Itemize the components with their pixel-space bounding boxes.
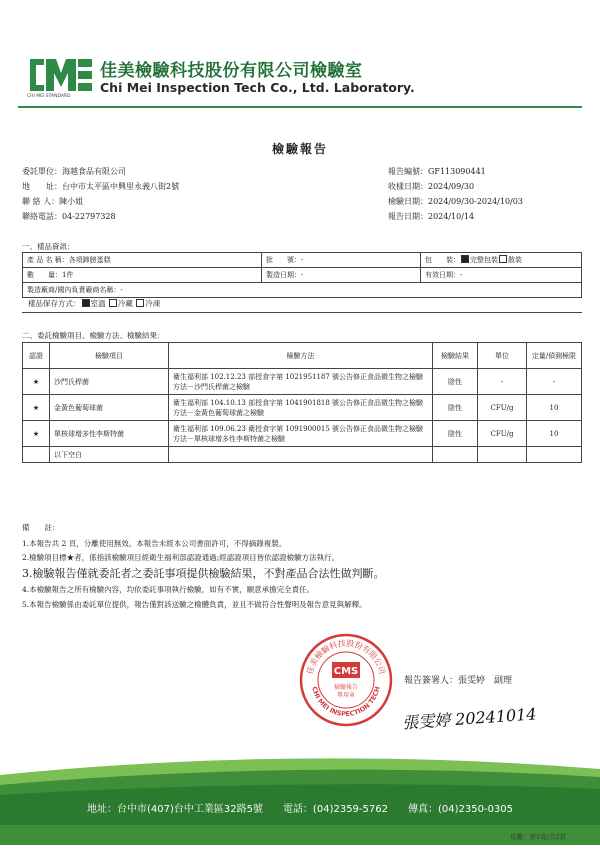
batch-cell: 批 號：- [262,253,421,268]
mfg-date-cell: 製造日期：- [262,268,421,283]
test-unit: CFU/g [478,421,527,447]
company-name-en: Chi Mei Inspection Tech Co., Ltd. Laboratory. [100,80,415,95]
packaging-cell: 包 裝： 完整包裝 散裝 [421,253,582,268]
note-4: 4.本檢驗報告之所有檢驗內容，均依委託事項執行檢驗，如有不實，願意承擔完全責任。 [22,585,315,594]
results-heading: 二、委託檢驗項目、檢驗方法、檢驗結果： [22,331,165,340]
cert-star-icon: ★ [23,369,50,395]
checkbox-empty-icon [136,299,144,307]
svg-text:佳美檢驗科技股份有限公司: 佳美檢驗科技股份有限公司 [305,638,387,676]
client-address: 地 址：台中市太平區中興里永義八街2號 [22,182,180,191]
results-header-row [23,343,582,369]
client-phone: 聯絡電話：04-22797328 [22,212,116,221]
signer-name: 張雯婷 [458,676,486,686]
test-item: 沙門氏桿菌 [50,369,169,395]
signer-title: 副理 [494,676,513,686]
company-logo-icon [30,55,92,95]
report-number: 報告編號：GF113090441 [388,167,486,176]
test-limit: - [527,369,582,395]
signer-line: 報告簽署人：張雯婷 副理 [404,676,513,686]
test-method [169,447,433,463]
footer-fax: 傳真：(04)2350-0305 [407,804,514,815]
svg-text:檢驗報告: 檢驗報告 [333,684,359,691]
table-row [23,421,582,447]
notes-label: 備 註： [22,523,60,532]
results-table [22,342,582,463]
note-1: 1.本報告共 2 頁，分離使用無效。本報告未經本公司書面許可，不得摘錄複製。 [22,539,287,548]
test-item: 金黃色葡萄球菌 [50,395,169,421]
svg-text:CHI MEI INSPECTION TECH: CHI MEI INSPECTION TECH [310,685,382,719]
svg-text:專用章: 專用章 [336,692,356,699]
client-unit: 委託單位：海越食品有限公司 [22,167,126,176]
cert-cell [23,447,50,463]
test-unit [478,447,527,463]
logo-caption: CHI MEI STANDARD [27,94,71,99]
maker-cell: 製造廠商/國內負責廠商名稱：- [23,283,582,298]
col-cert: 認證 [23,343,50,369]
col-result: 檢驗結果 [433,343,478,369]
col-limit: 定量/偵測極限 [527,343,582,369]
quantity-cell: 數 量：1件 [23,268,262,283]
note-2: 2.檢驗項目標★者，係指該檢驗項目經衛生福利部認證通過;經認證項目皆依認證檢驗方法執行。 [22,553,340,562]
sample-table [22,252,582,298]
cert-star-icon: ★ [23,421,50,447]
test-method: 衛生福利部 104.10.13 部授食字第 1041901818 號公告修正食品微生物之檢驗方法－金黃色葡萄球菌之檢驗 [169,395,433,421]
product-name-cell: 產 品 名 稱：各項蹄膀蛋糕 [23,253,262,268]
table-row [23,447,582,463]
storage-method: 樣品保存方式： 室溫 冷藏 冷凍 [28,299,161,308]
report-title: 檢驗報告 [271,142,328,156]
test-result [433,447,478,463]
checkbox-checked-icon [82,299,90,307]
company-seal-icon [298,632,394,728]
col-method: 檢驗方法 [169,343,433,369]
table-row [23,395,582,421]
test-unit: CFU/g [478,395,527,421]
test-item: 單核球增多性李斯特菌 [50,421,169,447]
svg-text:CMS: CMS [333,666,359,677]
sample-divider [22,312,582,313]
client-contact: 聯 絡 人：陳小姐 [22,197,84,206]
test-result: 陰性 [433,369,478,395]
footer-contact [0,800,600,815]
signature: 張雯婷 20241014 [401,704,538,733]
table-row [23,369,582,395]
test-method: 衛生福利部 109.06.23 衛授食字第 1091900015 號公告修正食品微生物之檢驗方法－單核球增多性李斯特菌之檢驗 [169,421,433,447]
footer-phone: 電話：(04)2359-5762 [282,804,388,815]
test-result: 陰性 [433,421,478,447]
footer-address: 地址：台中市(407)台中工業區32路5號 [86,804,263,815]
col-item: 檢驗項目 [50,343,169,369]
note-3: 3.檢驗報告僅就委託者之委託事項提供檢驗結果，不對產品合法性做判斷。 [22,567,385,580]
note-5: 5.本報告檢驗係由委託單位提供，報告僅對該送驗之檢體負責，並且不做符合性聲明及報告意見與解釋。 [22,600,367,609]
test-result: 陰性 [433,395,478,421]
page-number: 頁數：第1頁/共2頁 [510,833,566,841]
test-date: 檢驗日期：2024/09/30-2024/10/03 [388,197,523,206]
blank-below: 以下空白 [50,447,169,463]
header-divider [18,106,582,108]
company-name-cn: 佳美檢驗科技股份有限公司檢驗室 [100,61,363,81]
cert-star-icon: ★ [23,395,50,421]
test-limit [527,447,582,463]
test-limit: 10 [527,395,582,421]
test-method: 衛生福利部 102.12.23 部授食字第 1021951187 號公告修正食品微生物之檢驗方法－沙門氏桿菌之檢驗 [169,369,433,395]
test-limit: 10 [527,421,582,447]
col-unit: 單位 [478,343,527,369]
checkbox-empty-icon [109,299,117,307]
checkbox-empty-icon [499,255,507,263]
sample-heading: 一、樣品資訊： [22,242,75,251]
receive-date: 收樣日期：2024/09/30 [388,182,475,191]
expiry-date-cell: 有效日期：- [421,268,582,283]
report-date: 報告日期：2024/10/14 [388,212,475,221]
checkbox-checked-icon [461,255,469,263]
test-unit: - [478,369,527,395]
